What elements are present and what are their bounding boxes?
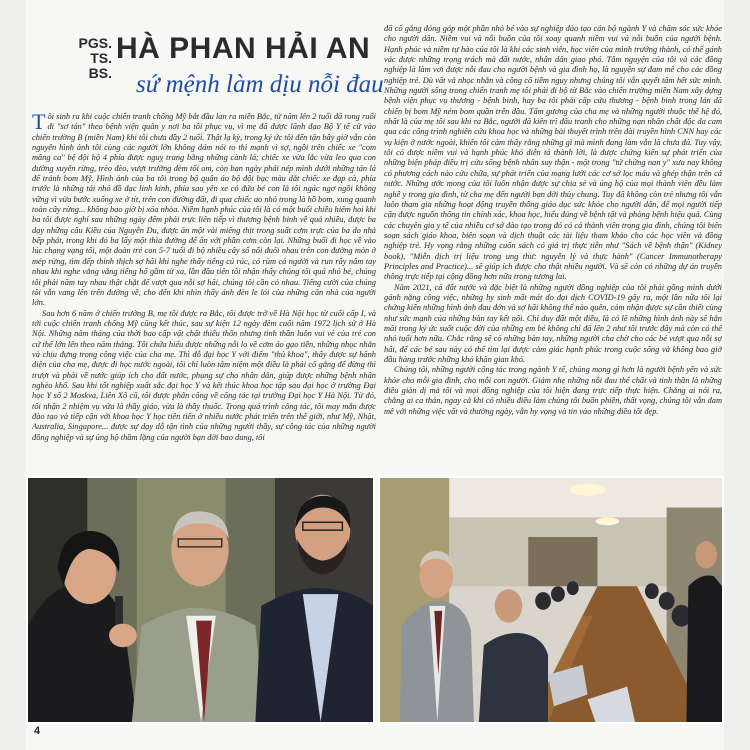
article-column-left (32, 112, 376, 470)
author-title-prefix (78, 36, 112, 81)
paragraph (32, 112, 376, 309)
paragraph: đã cố gắng đóng góp một phần nhỏ bé vào sự nghiệp đào tạo cán bộ ngành Y và chăm sóc sức khỏe cho người dân. Niềm vui và nỗi buồn của tôi xoay quanh niềm vui và nỗi buồn của người bệnh. Hạnh phúc và niềm tự hào của tôi là khi các sinh viên, học viên của mình trưởng thành, có thể gánh vác được những trọng trách mà đất nước, nhân dân giao phó. Tâm nguyện của tôi và các đồng nghiệp là làm vơi được nỗi đau cho người bệnh và gia đình họ, là nguyện sự đam mê cho các đồng nghiệp trẻ. Dù vất vả nhọc nhằn và công cố tiềm nguy nhưng chúng tôi vẫn quyết tâm hết sức mình. Những người sống trong chiến tranh mẹ tôi phải đi bộ từ Bắc vào chiến trường miền Nam xây dựng bệnh viện phục vụ thương - bệnh binh, hay ba tôi phải cấp cứu thương - bệnh binh trong lán dã chiến bị bom Mỹ ném bom quần trên đầu. Tấm gương của cha mẹ và những người thuộc thế hệ đó, nhất là của mẹ tôi sau khi ra Bắc, người đã kiên trì đấu tranh cho những nạn nhân chất độc da cam qua các công trình nghiên cứu khoa học và những bài thuyết trình trên đài truyền hình CNN hay các vụ kiện ở nước ngoài, khiến tôi cảm thấy rằng những gì mà mình đang làm vẫn là chưa đủ. Tuy vậy, tôi có được niềm vui và hạnh phúc khó diễn tả thành lời, là được chứng kiến sự phát triển của những biện pháp điều trị cứu sống bệnh nhân suy thận - một trong "tứ chứng nan y" xưa nay không có phương cách nào cứu chữa, sự phát triển của mạng lưới các cơ sở lọc máu và ghép thận trên cả nước. Những ước mong của tôi luôn nhận được sự chia sẻ và ủng hộ của mọi thành viên đều làm nghề y trong gia đình, từ cha mẹ đến người bạn đời thủy chung. Tuy đã không còn trẻ nhưng tôi vẫn luôn tham gia những hoạt động truyền thông giáo dục sức khỏe cho người dân, để mọi người tiếp cận được nguồn thông tin chính xác, khoa học, hiểu đúng về bệnh tật và phòng bệnh hiệu quả. Cùng các chuyên gia y tế của nhiều cơ sở đào tạo trong đó có cả thành viên trong gia đình, chúng tôi biên soạn sách giáo khoa, biên soạn và dịch thuật các tài liệu tham khảo cho các học viên và đồng nghiệp trẻ. Hy vọng rằng những cuốn sách có giá trị thực tiễn như "Sách về bệnh thận" (Kidney book), "Miễn dịch trị liệu trong ung thư: nguyên lý và thực hành" (Cancer Immunotherapy Principles and Practice)... sẽ giúp ích được cho thật nhiều người. Và sẽ còn có những dự án truyền thông trực tiếp tại cộng đồng hơn nữa trong tương lai. (384, 24, 722, 282)
paragraph: Sau hơn 6 năm ở chiến trường B, mẹ tôi được ra Bắc, tôi được trở về Hà Nội học từ cuối cấp I, và tới cuộc chiến tranh chống Mỹ cũng kết thúc, sau sự kiện 12 ngày đêm cuối năm 1972 lịch sử ở Hà Nội. Những năm tháng của thời bao cấp vật chất thiếu thốn nhưng tinh thần luôn vui vẻ của trẻ con cứ thế lớn lên theo năm tháng. Tôi chứa hiểu được những nỗi lo về cơm áo gạo tiền, những nhọc nhằn và chịu đựng trong công việc của cha mẹ. Thì đỗ đại học Y với điểm "thủ khoa", thấy được sự hãnh diện của cha mẹ, được đi học nước ngoài, tôi chỉ luôn tâm niệm một điều là phải cố gắng để đừng thì trượt và phải về nước giúp ích cho đất nước, phụng sự cho nhân dân, giúp được những bệnh nhân nghèo khổ. Sau khi tốt nghiệp xuất sắc đại học Y và kết thúc khoa học tập sau đại học ở trường Đại học Y số 2 Moskva, Liên Xô cũ, tôi được phân công về công tác tại trường Đại học Y Hà Nội. Từ đó, tôi nhận 2 nhiệm vụ vừa là thầy giáo, vừa là thầy thuốc. Trong quá trình công tác, tôi may mắn được đào tạo và tiếp cận với khoa học Y học tiên tiến ở nhiều nước phát triển trên thế giới, như Mỹ, Nhật, Australia, Singapore... được sự dạy dỗ tận tình của những người thầy, sự công tác của những người đồng nghiệp và sự ủng hộ thầm lặng của người bạn đời bao dung, tôi (32, 308, 376, 442)
article-subtitle: sứ mệnh làm dịu nỗi đau (136, 71, 384, 98)
paragraph: Chúng tôi, những người công tác trong ngành Y tế, chúng mong gì hơn là người bệnh yên và sức khỏe cho mỗi gia đình, cho mỗi con người. Giảm nhẹ những nỗi đau thể chất và tinh thần là những điều giản dị mà tôi và mọi đồng nghiệp của tôi hiện đang trực tiếp thực hiện. Chẳng ai nói ra, chẳng ai ca thán, ngay cả khi có nhiều điều làm chúng tôi buồn phiền, thất vọng, chúng tôi vẫn đam mê với những việc vất vả thường ngày, vẫn hy vọng và tin vào những điều tốt đẹp. (384, 365, 722, 416)
photo-speakers (26, 476, 375, 724)
article-header (26, 26, 384, 108)
page-number: 4 (34, 725, 41, 737)
prefix-line-2: TS. BS. (88, 50, 112, 81)
paragraph: Năm 2021, cả đất nước và đặc biệt là những người đồng nghiệp của tôi phải gồng mình dưới gánh nặng công việc, những hy sinh mất mát do đại dịch COVID-19 gây ra, một lần nữa tôi lại chứng kiến những hình ảnh đau đớn và sợ hãi không thể nào quên, cảm nhận được sự cần thiết cùng như sức mạnh của những bàn tay kết nối. Chỉ duy đất một điều, là có lẽ những hình ảnh này sẽ hằn mãi trong ký ức suốt cuộc đời của những em bé không chỉ đã lên 2 như tôi trước đây mà còn có thể nhỏ tuổi hơn nữa. Chắc rằng sẽ có những bàn tay, những người cha chờ cho các bé vượt qua nỗi sợ hãi, để các bé sau này có thể tìm lại được cảm giác hạnh phúc trong cuộc sống và không bao giờ đầu hàng trước những khó khăn gian khó. (384, 282, 722, 364)
prefix-line-1: PGS. (78, 35, 112, 51)
author-name: HÀ PHAN HẢI AN (116, 32, 371, 65)
photo-speakers-illustration (28, 478, 373, 722)
photo-conference-room (378, 476, 724, 724)
article-column-right (384, 24, 722, 470)
photo-conference-illustration (380, 478, 722, 722)
magazine-page (26, 0, 724, 750)
drop-cap: T (32, 112, 46, 134)
paragraph-text: ôi sinh ra khi cuộc chiến tranh chống Mỹ bắt đầu lan ra miền Bắc, từ năm lên 2 tuổi đã rong ruổi đi "sơ tán" theo bệnh viện quân y nơi ba tôi phục vụ, vì mẹ đã được lãnh đạo Bộ Y tế cử vào chiến trường B (miền Nam) khi tôi chưa đầy 2 tuổi. Thật lạ kỳ, trong ký ức tôi đến tận bây giờ vẫn còn nguyên hình ảnh tôi cùng các người lớn không dám nói to thì mạnh vì sợ, ngồi trên chiếc xe "com măng ca" bệ đội hộ 4 phía được nguỵ trang bằng những cành lá; chiếc xe vừa lắc vừa leo qua con đường xuyên rừng, trèo đèo, vượt trường đèm tối om, còn bạn ngày phải nép mình dưới những tán lá để tránh bom Mỹ. Hình ảnh của ba tôi trong bộ quân áo bộ đội bạc màu dắt chiếc xe đạp cà, phía trước là những tải nhỏ đồ đạc linh kinh, phía sau yên xe có đứa bé con là tôi ngác ngơ ngồi không vững vì vừa bước xuống xe ở tít, trên con đường đất, đi qua chiếc ao nhỏ trong là hồ bom, xung quanh toàn cây rừng... không bao giờ bị xóa nhòa. Niềm hạnh phúc của tôi là có một buổi chiều hiếm hoi khi ba tôi được nghỉ sau những ngày đêm phải trực liên tiếp vì thương bệnh binh về quá nhiều, được ba dạy những câu Kiều của Nguyễn Du, được ăn một vài miếng thịt trong suất cơm trực của ba do nhà bếp phát, trong khi đó ba lấy một thìa đường để ăn với phần cơm còn lại. Những buổi đi học về vào lúc chạng vạng tối, một đoàn trẻ con 5-7 tuổi đi bộ nhiều cây số nối đuôi nhau trên con đường mòn ở mép rừng, tìm đếp thinh thịch sợ hãi khi nghe thấy tiếng cú rúc, có rùm cả người và run rẩy năm tay nhau khi nghe vẳng vẳng tiếng hổ gầm từ xa, lần đầu tiên tôi nhận thấy chúng tôi quá nhỏ bé, chúng tôi phải năm tay nhau thật chặt để vượt qua nỗi sợ hãi, chúng tôi cần có nhau. Tiếng cười của chúng tôi vẫn vang lên trên đường về, cho đến khi nhìn thấy ánh đèn le lói của những căn nhà của người lớn. (32, 112, 376, 308)
